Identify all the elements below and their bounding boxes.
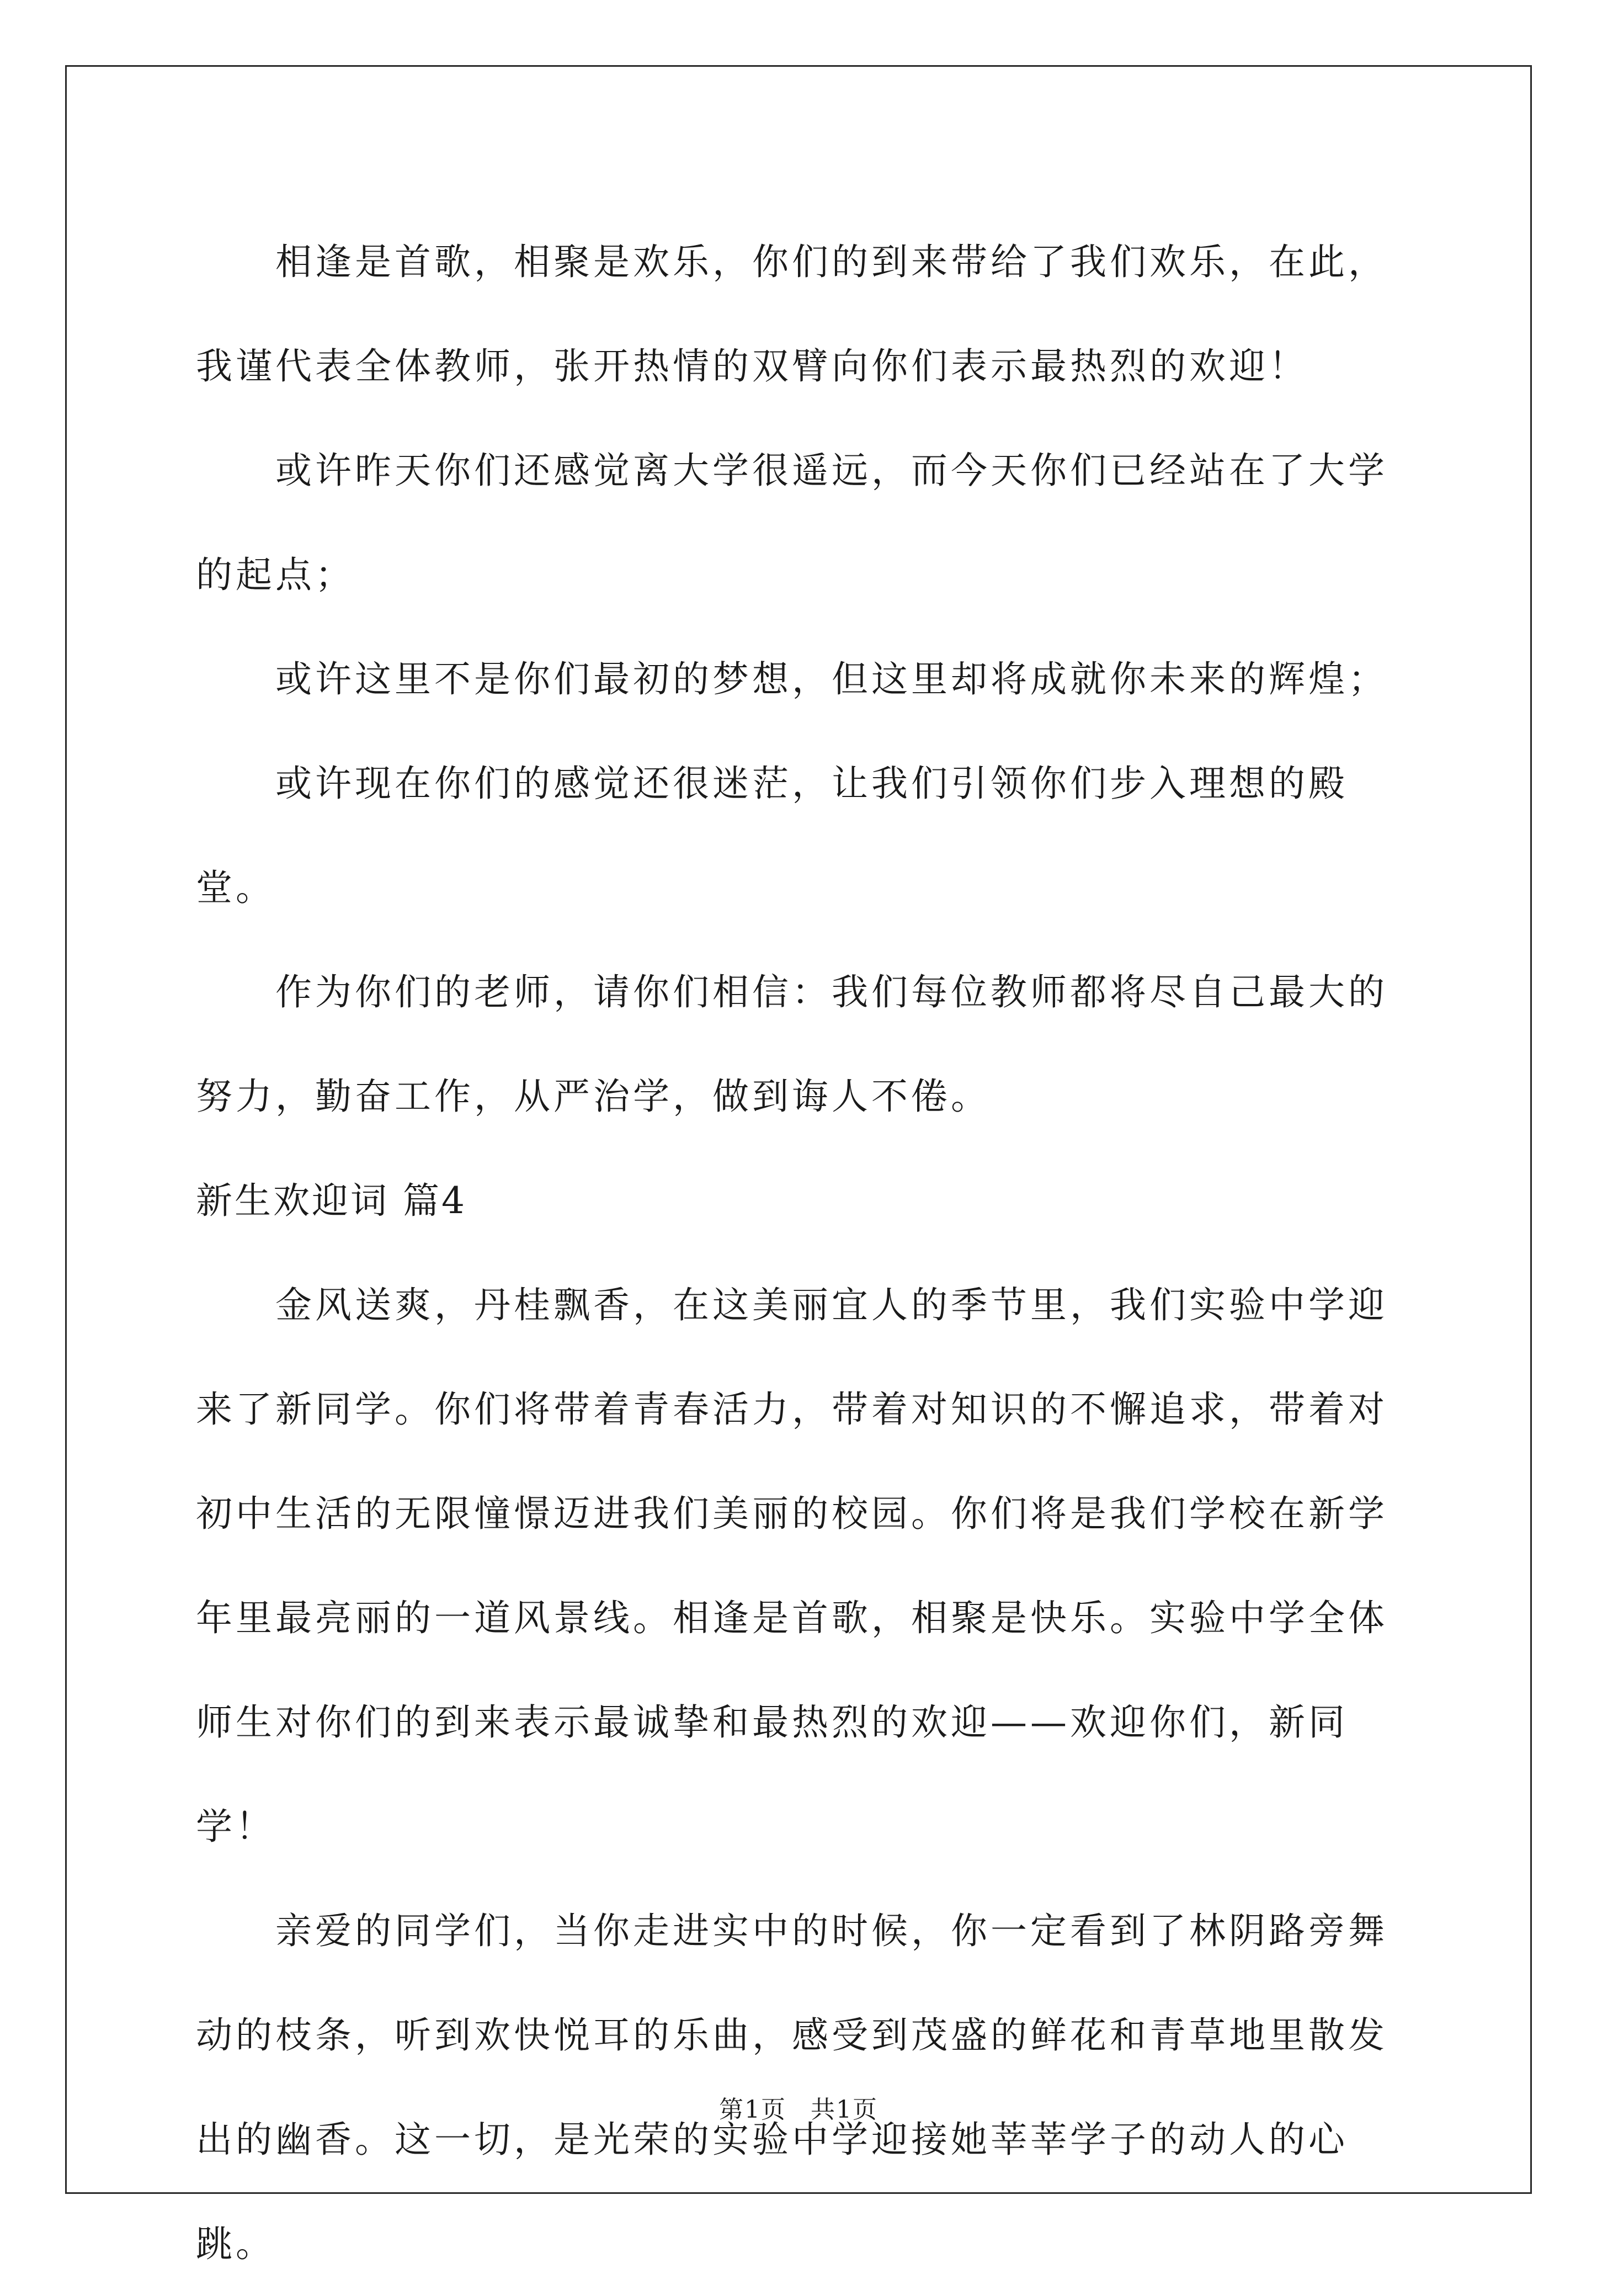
document-body bbox=[196, 210, 1415, 2296]
paragraph: 亲爱的同学们，当你走进实中的时候，你一定看到了林阴路旁舞动的枝条，听到欢快悦耳的乐曲，感受到茂盛的鲜花和青草地里散发出的幽香。这一切，是光荣的实验中学迎接她莘莘学子的动人的心跳。 bbox=[196, 1910, 1388, 2265]
page-number: 第1页 bbox=[719, 2096, 786, 2124]
paragraph: 作为你们的老师，请你们相信：我们每位教师都将尽自己最大的努力，勤奋工作，从严治学，做到诲人不倦。 bbox=[196, 971, 1388, 1118]
page-total: 共1页 bbox=[811, 2096, 878, 2124]
paragraph: 或许昨天你们还感觉离大学很遥远，而今天你们已经站在了大学的起点； bbox=[196, 449, 1388, 596]
section-heading: 新生欢迎词 篇4 bbox=[196, 1179, 467, 1222]
paragraph: 金风送爽，丹桂飘香，在这美丽宜人的季节里，我们实验中学迎来了新同学。你们将带着青春活力，带着对知识的不懈追求，带着对初中生活的无限憧憬迈进我们美丽的校园。你们将是我们学校在新学年里最亮丽的一道风景线。相逢是首歌，相聚是快乐。实验中学全体师生对你们的到来表示最诚挚和最热烈的欢迎——欢迎你们，新同学！ bbox=[196, 1284, 1388, 1848]
paragraph: 或许现在你们的感觉还很迷茫，让我们引领你们步入理想的殿堂。 bbox=[196, 762, 1348, 909]
paragraph: 相逢是首歌，相聚是欢乐，你们的到来带给了我们欢乐，在此，我谨代表全体教师，张开热情的双臂向你们表示最热烈的欢迎！ bbox=[196, 241, 1388, 387]
paragraph: 或许这里不是你们最初的梦想，但这里却将成就你未来的辉煌； bbox=[275, 658, 1388, 700]
page-footer bbox=[0, 2093, 1597, 2127]
